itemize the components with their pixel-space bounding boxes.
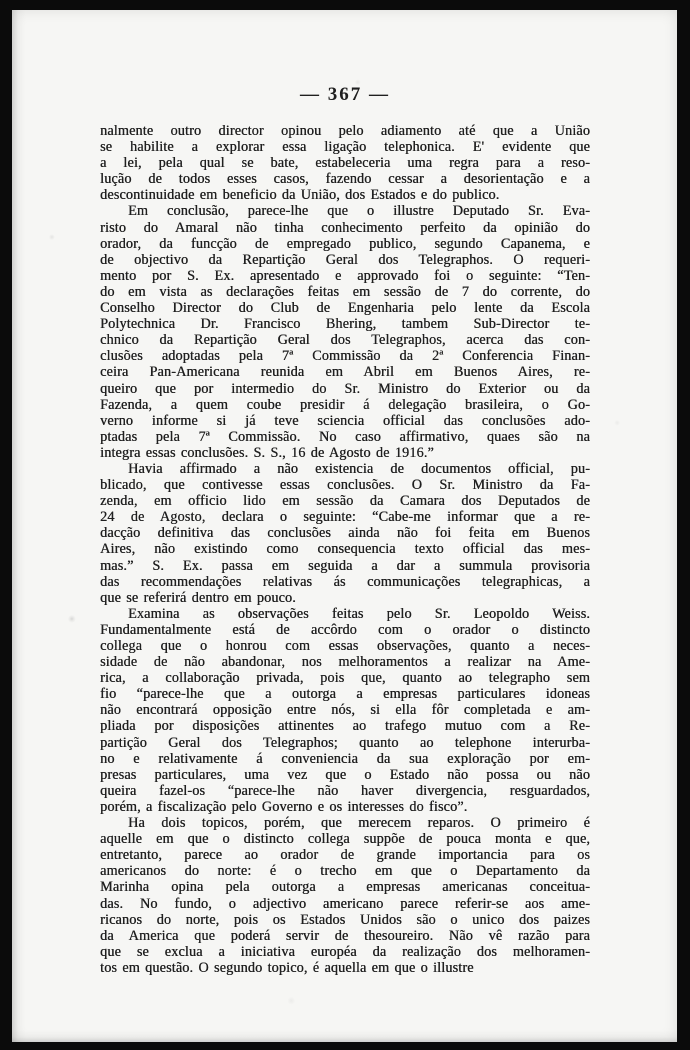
paragraph <box>100 203 590 461</box>
text-line: rica, a collaboração privada, pois que, quanto ao telegrapho sem <box>100 670 590 687</box>
text-line: orador, da funcção de empregado publico, segundo Capanema, e <box>100 235 590 252</box>
text-line: queira fazel-os “parece-lhe não haver divergencia, resguardados, <box>100 782 590 799</box>
text-line: nalmente outro director opinou pelo adiamento até que a União <box>100 123 590 139</box>
text-line: das. No fundo, o adjectivo americano parece referir-se aos ame- <box>100 895 590 912</box>
text-line: ptadas pela 7ª Commissão. No caso affirmativo, quaes são na <box>100 428 590 445</box>
text-line: americanos do norte: é o trecho em que o Departamento da <box>100 863 590 880</box>
paragraph <box>100 606 590 815</box>
text-line: verno informe si já teve sciencia official das conclusões ado- <box>100 412 590 429</box>
page-number: — 367 — <box>300 84 390 105</box>
text-line: de objectivo da Repartição Geral dos Telegraphos. O requeri- <box>100 251 590 268</box>
text-line: ricanos do norte, pois os Estados Unidos são o unico dos paizes <box>100 911 590 928</box>
text-line: integra essas conclusões. S. S., 16 de Agosto de 1916.” <box>100 444 434 461</box>
text-line: lução de todos esses casos, fazendo cessar a desorientação e a <box>100 171 590 188</box>
document-page <box>12 10 677 1042</box>
text-line: collega que o honrou com essas observações, quanto a neces- <box>100 638 590 654</box>
text-line: no e relativamente á conveniencia da sua exploração por em- <box>100 750 590 767</box>
text-line: presas particulares, uma vez que o Estado não possa ou não <box>100 766 590 783</box>
text-line: sidade de não abandonar, nos melhoramentos a realizar na Ame- <box>100 654 590 671</box>
text-line: não encontrará opposição entre nós, si ella fôr completada e am- <box>100 702 590 719</box>
text-line: Ha dois topicos, porém, que merecem reparos. O primeiro é <box>128 815 590 832</box>
text-line: descontinuidade em beneficio da União, dos Estados e do publico. <box>100 187 500 204</box>
text-line: do em vista as declarações feitas em sessão de 7 do corrente, do <box>100 283 590 300</box>
text-line: da America que poderá servir de thesoureiro. Não vê razão para <box>100 927 590 944</box>
text-line: Conselho Director do Club de Engenharia pelo lente da Escola <box>100 300 590 317</box>
text-line: Marinha opina pela outorga a empresas americanas conceitua- <box>100 879 590 896</box>
text-line: clusões adoptadas pela 7ª Commissão da 2ª Conferencia Finan- <box>100 348 590 365</box>
paragraph <box>100 815 590 976</box>
text-line: que se referirá dentro em pouco. <box>100 589 296 606</box>
paragraph <box>100 123 590 203</box>
text-line: 24 de Agosto, declara o seguinte: “Cabe-me informar que a re- <box>100 509 590 526</box>
text-line: das recommendações relativas ás communicações telegraphicas, a <box>100 573 590 590</box>
text-line: Polytechnica Dr. Francisco Bhering, tambem Sub-Director te- <box>100 316 590 333</box>
text-line: se habilite a explorar essa ligação telephonica. E' evidente que <box>100 139 590 156</box>
text-line: Fundamentalmente está de accôrdo com o orador o distincto <box>100 621 590 638</box>
text-line: zenda, em officio lido em sessão da Camara dos Deputados de <box>100 493 590 510</box>
text-line: mento por S. Ex. apresentado e approvado foi o seguinte: “Ten- <box>100 267 590 284</box>
text-line: ceira Pan-Americana reunida em Abril em Buenos Aires, re- <box>100 364 590 381</box>
text-line: chnico da Repartição Geral dos Telegraphos, acerca das con- <box>100 332 590 349</box>
text-line: risto do Amaral não tinha conhecimento perfeito da opinião do <box>100 219 590 236</box>
text-line: partição Geral dos Telegraphos; quanto ao telephone interurba- <box>100 734 590 751</box>
text-line: queiro que por intermedio do Sr. Ministro do Exterior ou da <box>100 380 590 397</box>
text-line: entretanto, parece ao orador de grande importancia para os <box>100 847 590 864</box>
text-line: dacção definitiva das conclusões ainda não foi feita em Buenos <box>100 525 590 542</box>
text-line: Examina as observações feitas pelo Sr. Leopoldo Weiss. <box>128 605 590 622</box>
text-line: Havia affirmado a não existencia de documentos official, pu- <box>128 460 590 477</box>
text-line: que se exclua a iniciativa européa da realização dos melhoramen- <box>100 943 590 960</box>
text-line: aquelle em que o distincto collega suppõe de pouca monta e que, <box>100 831 590 848</box>
text-line: fio “parece-lhe que a outorga a empresas particulares idoneas <box>100 686 590 703</box>
text-line: pliada por disposições attinentes ao trafego mutuo com a Re- <box>100 718 590 735</box>
text-line: blicado, que contivesse essas conclusões. O Sr. Ministro da Fa- <box>100 477 590 494</box>
text-line: tos em questão. O segundo topico, é aquella em que o illustre <box>100 959 474 976</box>
text-line: Aires, não existindo como consequencia texto official das mes- <box>100 541 590 558</box>
paragraph <box>100 461 590 606</box>
text-line: Fazenda, a quem coube presidir á delegação brasileira, o Go- <box>100 396 590 413</box>
text-line: porém, a fiscalização pelo Governo e os interesses do fisco”. <box>100 798 468 815</box>
text-block <box>100 123 590 976</box>
text-line: a lei, pela qual se bate, estabeleceria uma regra para a reso- <box>100 155 590 172</box>
text-line: Em conclusão, parece-lhe que o illustre Deputado Sr. Eva- <box>128 203 590 220</box>
text-line: mas.” S. Ex. passa em seguida a dar a summula provisoria <box>100 557 590 574</box>
